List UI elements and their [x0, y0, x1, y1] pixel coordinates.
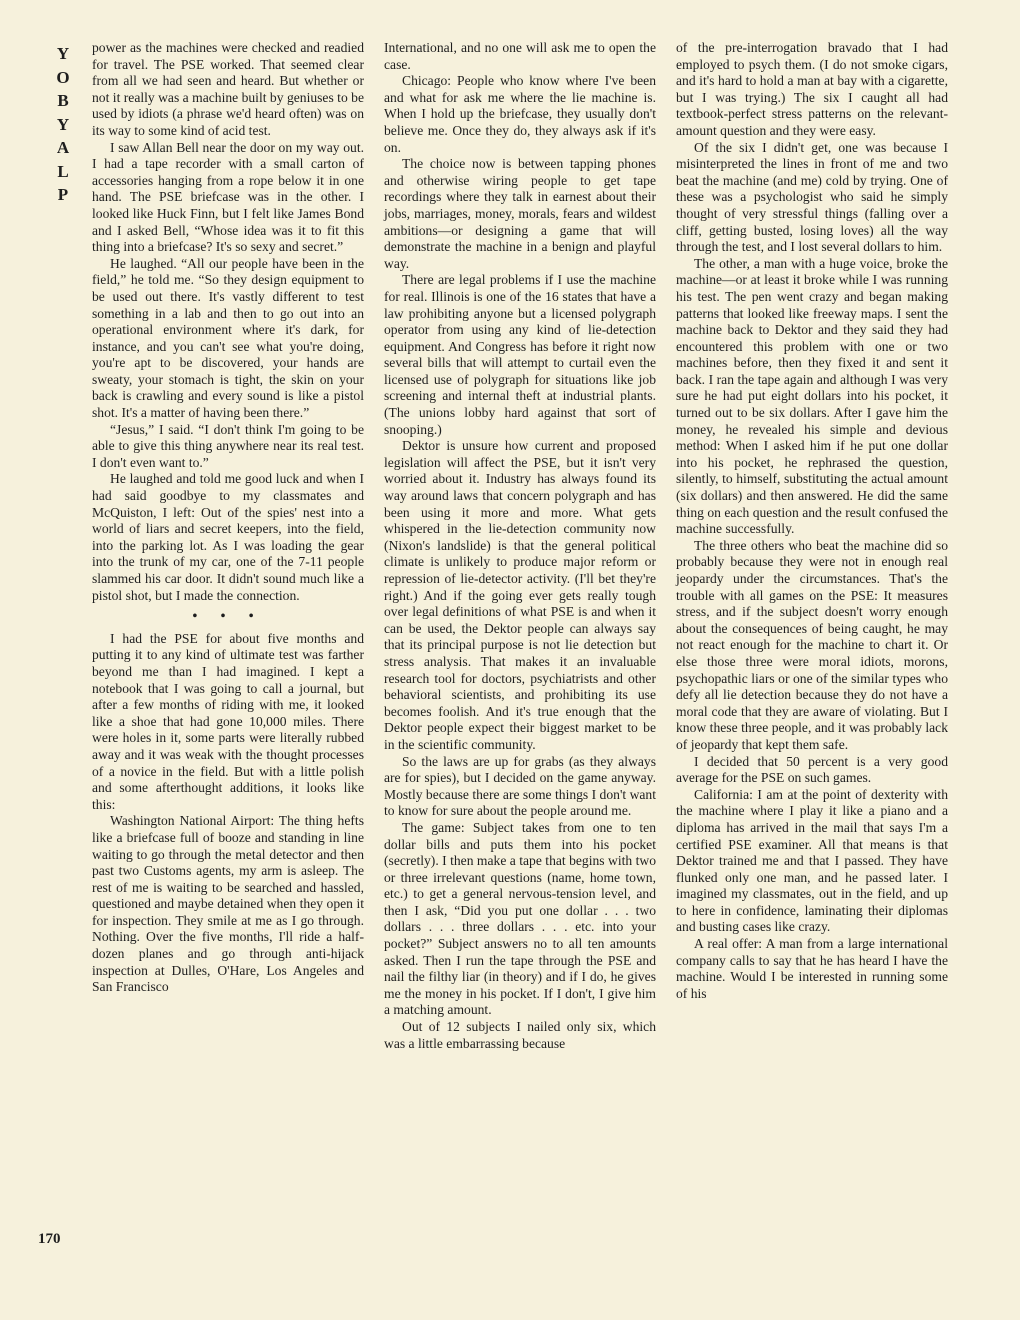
body-paragraph: “Jesus,” I said. “I don't think I'm going to be able to give this thing anywhere near its real test. I don't even want to.”: [92, 421, 364, 470]
body-paragraph: Washington National Airport: The thing hefts like a briefcase full of booze and standing in line waiting to go through the metal detector and then past two Customs agents, my arm is asleep. The rest of me is waiting to be searched and hassled, questioned and maybe detained when they open it for inspection. They smile at me as I go through. Nothing. Over the five months, I'll ride a half-dozen planes and go through anti-hijack inspection at Dulles, O'Hare, Los Angeles and San Francisco: [92, 813, 364, 995]
running-head-letter: A: [56, 138, 72, 157]
body-paragraph: Chicago: People who know where I've been and what for ask me where the lie machine is. When I hold up the briefcase, they usually don't believe me. Once they do, they always ask if it's on.: [384, 73, 656, 155]
body-paragraph: He laughed. “All our people have been in the field,” he told me. “So they design equipment to be used out there. It's vastly different to test something in a lab and then to go out into an operational environment where it's dark, for instance, and you can't see what you're doing, you're apt to be discovered, your hands are sweaty, your stomach is tight, the skin on your back is crawling and every sound is like a pistol shot. It's a matter of having been there.”: [92, 255, 364, 421]
running-head-letter: Y: [56, 114, 72, 134]
text-column-2: [384, 40, 656, 1052]
body-paragraph: I saw Allan Bell near the door on my way out. I had a tape recorder with a small carton of accessories hanging from a rope below it in one hand. The PSE briefcase was in the other. I looked like Huck Finn, but I felt like James Bond and I asked Bell, “Whose idea was it to fit this thing into a briefcase? It's so sexy and secret.”: [92, 139, 364, 255]
body-paragraph: A real offer: A man from a large international company calls to say that he has heard I have the machine. Would I be interested in running some of his: [676, 936, 948, 1001]
running-head-letter: P: [57, 185, 71, 204]
body-paragraph: I decided that 50 percent is a very good average for the PSE on such games.: [676, 753, 948, 786]
body-paragraph: Of the six I didn't get, one was because I misinterpreted the lines in front of me and two beat the machine (and me) cold by trying. One of these was a psychologist who said he simply thought of very stressful things (falling over a cliff, getting busted, losing loves) all the way through the test, and I lost several dollars to him.: [676, 139, 948, 255]
body-paragraph: Out of 12 subjects I nailed only six, which was a little embarrassing because: [384, 1019, 656, 1051]
running-head-letter: Y: [56, 44, 72, 63]
running-head-letter: B: [57, 91, 71, 110]
body-paragraph: I had the PSE for about five months and putting it to any kind of ultimate test was farther beyond me than I had imagined. I kept a notebook that I was going to call a journal, but after a few months of riding with me, it looked like a shoe that had gone 10,000 miles. There were holes in it, some parts were literally rubbed away and it was weak with the thought processes of a novice in the field. But with a little polish and some afterthought additions, it looks like this:: [92, 630, 364, 812]
section-separator: • • •: [192, 608, 264, 624]
body-paragraph: There are legal problems if I use the machine for real. Illinois is one of the 16 states that have a law prohibiting anyone but a licensed polygraph operator from using any kind of lie-detection equipment. And Congress has before it right now several bills that will attempt to curtail even the licensed use of polygraph for situations like job screening and internal theft at industrial plants. (The unions lobby hard against that sort of snooping.): [384, 272, 656, 437]
page-number: 170: [38, 1231, 61, 1247]
body-paragraph: power as the machines were checked and readied for travel. The PSE worked. That seemed clear from all we had seen and heard. But whether or not it really was a machine built by geniuses to be used by idiots (a phrase we'd heard often) was on its way to some kind of acid test.: [92, 40, 364, 138]
body-paragraph: The game: Subject takes from one to ten dollar bills and puts them into his pocket (secretly). I then make a tape that begins with two or three irrelevant questions (name, home town, etc.) to get a general nervous-tension level, and then I ask, “Did you put one dollar . . . two dollars . . . three dollars . . . etc. into your pocket?” Subject answers no to all ten amounts asked. Then I run the tape through the PSE and nail the filthy liar (in theory) and if I do, he gives me the money in his pocket. If I don't, I give him a matching amount.: [384, 819, 656, 1018]
body-paragraph: He laughed and told me good luck and when I had said goodbye to my classmates and McQuiston, I left: Out of the spies' nest into a world of liars and secret keepers, into the field, into the parking lot. As I was loading the gear into the trunk of my car, one of the 7-11 people slammed his car door. It didn't sound much like a pistol shot, but I made the connection.: [92, 471, 364, 603]
body-paragraph: The three others who beat the machine did so probably because they were not in enough real jeopardy under the circumstances. That's the trouble with all games on the PSE: It measures stress, and if the subject doesn't worry enough about the consequences of being caught, he may not react enough for the machine to chart it. Or else those three were moral idiots, morons, psychopathic liars or one of the similar types who defy all lie detection because they do not have a moral code that they are aware of violating. But I know these three people, and it was probably lack of jeopardy that kept them safe.: [676, 537, 948, 752]
body-paragraph: International, and no one will ask me to open the case.: [384, 40, 656, 72]
text-column-3: [676, 40, 948, 1002]
body-paragraph: of the pre-interrogation bravado that I had employed to psych them. (I do not smoke cigars, and it's hard to hold a man at bay with a cigarette, but I was trying.) The six I caught all had textbook-perfect stress patterns on the relevant-amount question and they were easy.: [676, 40, 948, 138]
text-column-1: [92, 40, 364, 996]
running-head-letter: O: [56, 67, 72, 87]
body-paragraph: The choice now is between tapping phones and otherwise wiring people to get tape recordings where they talk in earnest about their jobs, marriages, money, morals, fears and wildest ambitions—or designing a game that will demonstrate the machine in a benign and playful way.: [384, 156, 656, 271]
body-paragraph: California: I am at the point of dexterity with the machine where I play it like a piano and a diploma has arrived in the mail that says I'm a certified PSE examiner. All that means is that Dektor trained me and that I passed. They have flunked only one man, and he passed later. I imagined my classmates, out in the field, and up to here in confidence, laminating their diplomas and busting cases like crazy.: [676, 786, 948, 935]
running-head: [44, 42, 84, 204]
running-head-letter: L: [57, 161, 71, 181]
body-paragraph: The other, a man with a huge voice, broke the machine—or at least it broke while I was running his test. The pen went crazy and began making patterns that looked like freeway maps. I sent the machine back to Dektor and they said they had encountered this problem with one or two machines before, then they fixed it and sent it back. I ran the tape again and although I was very sure he had put eight dollars into his pocket, it turned out to be six dollars. After I gave him the money, he revealed his simple and devious method: When I asked him if he put one dollar into his pocket, he rephrased the question, silently, to himself, substituting the actual amount (six dollars) and then answered. He did the same thing on each question and the result confused the machine successfully.: [676, 255, 948, 537]
body-paragraph: So the laws are up for grabs (as they always are for spies), but I decided on the game anyway. Mostly because there are some things I don't want to know for sure about the people around me.: [384, 753, 656, 819]
body-paragraph: Dektor is unsure how current and proposed legislation will affect the PSE, but it isn't very worried about it. Industry has always found its way around laws that concern polygraph and has been using it more and more. What gets whispered in the lie-detection community now (Nixon's landslide) is that the general political climate is unlikely to produce major reform or repression of lie-detector activity. (I'll bet they're right.) And if the going ever gets really tough over legal definitions of what PSE is and when it can be used, the Dektor people can always say that its principal purpose is not lie detection but stress analysis. That makes it an invaluable research tool for doctors, psychiatrists and other behavioral scientists, and prohibiting its use becomes foolish. And it's true enough that the Dektor people expect their biggest market to be in the scientific community.: [384, 438, 656, 752]
